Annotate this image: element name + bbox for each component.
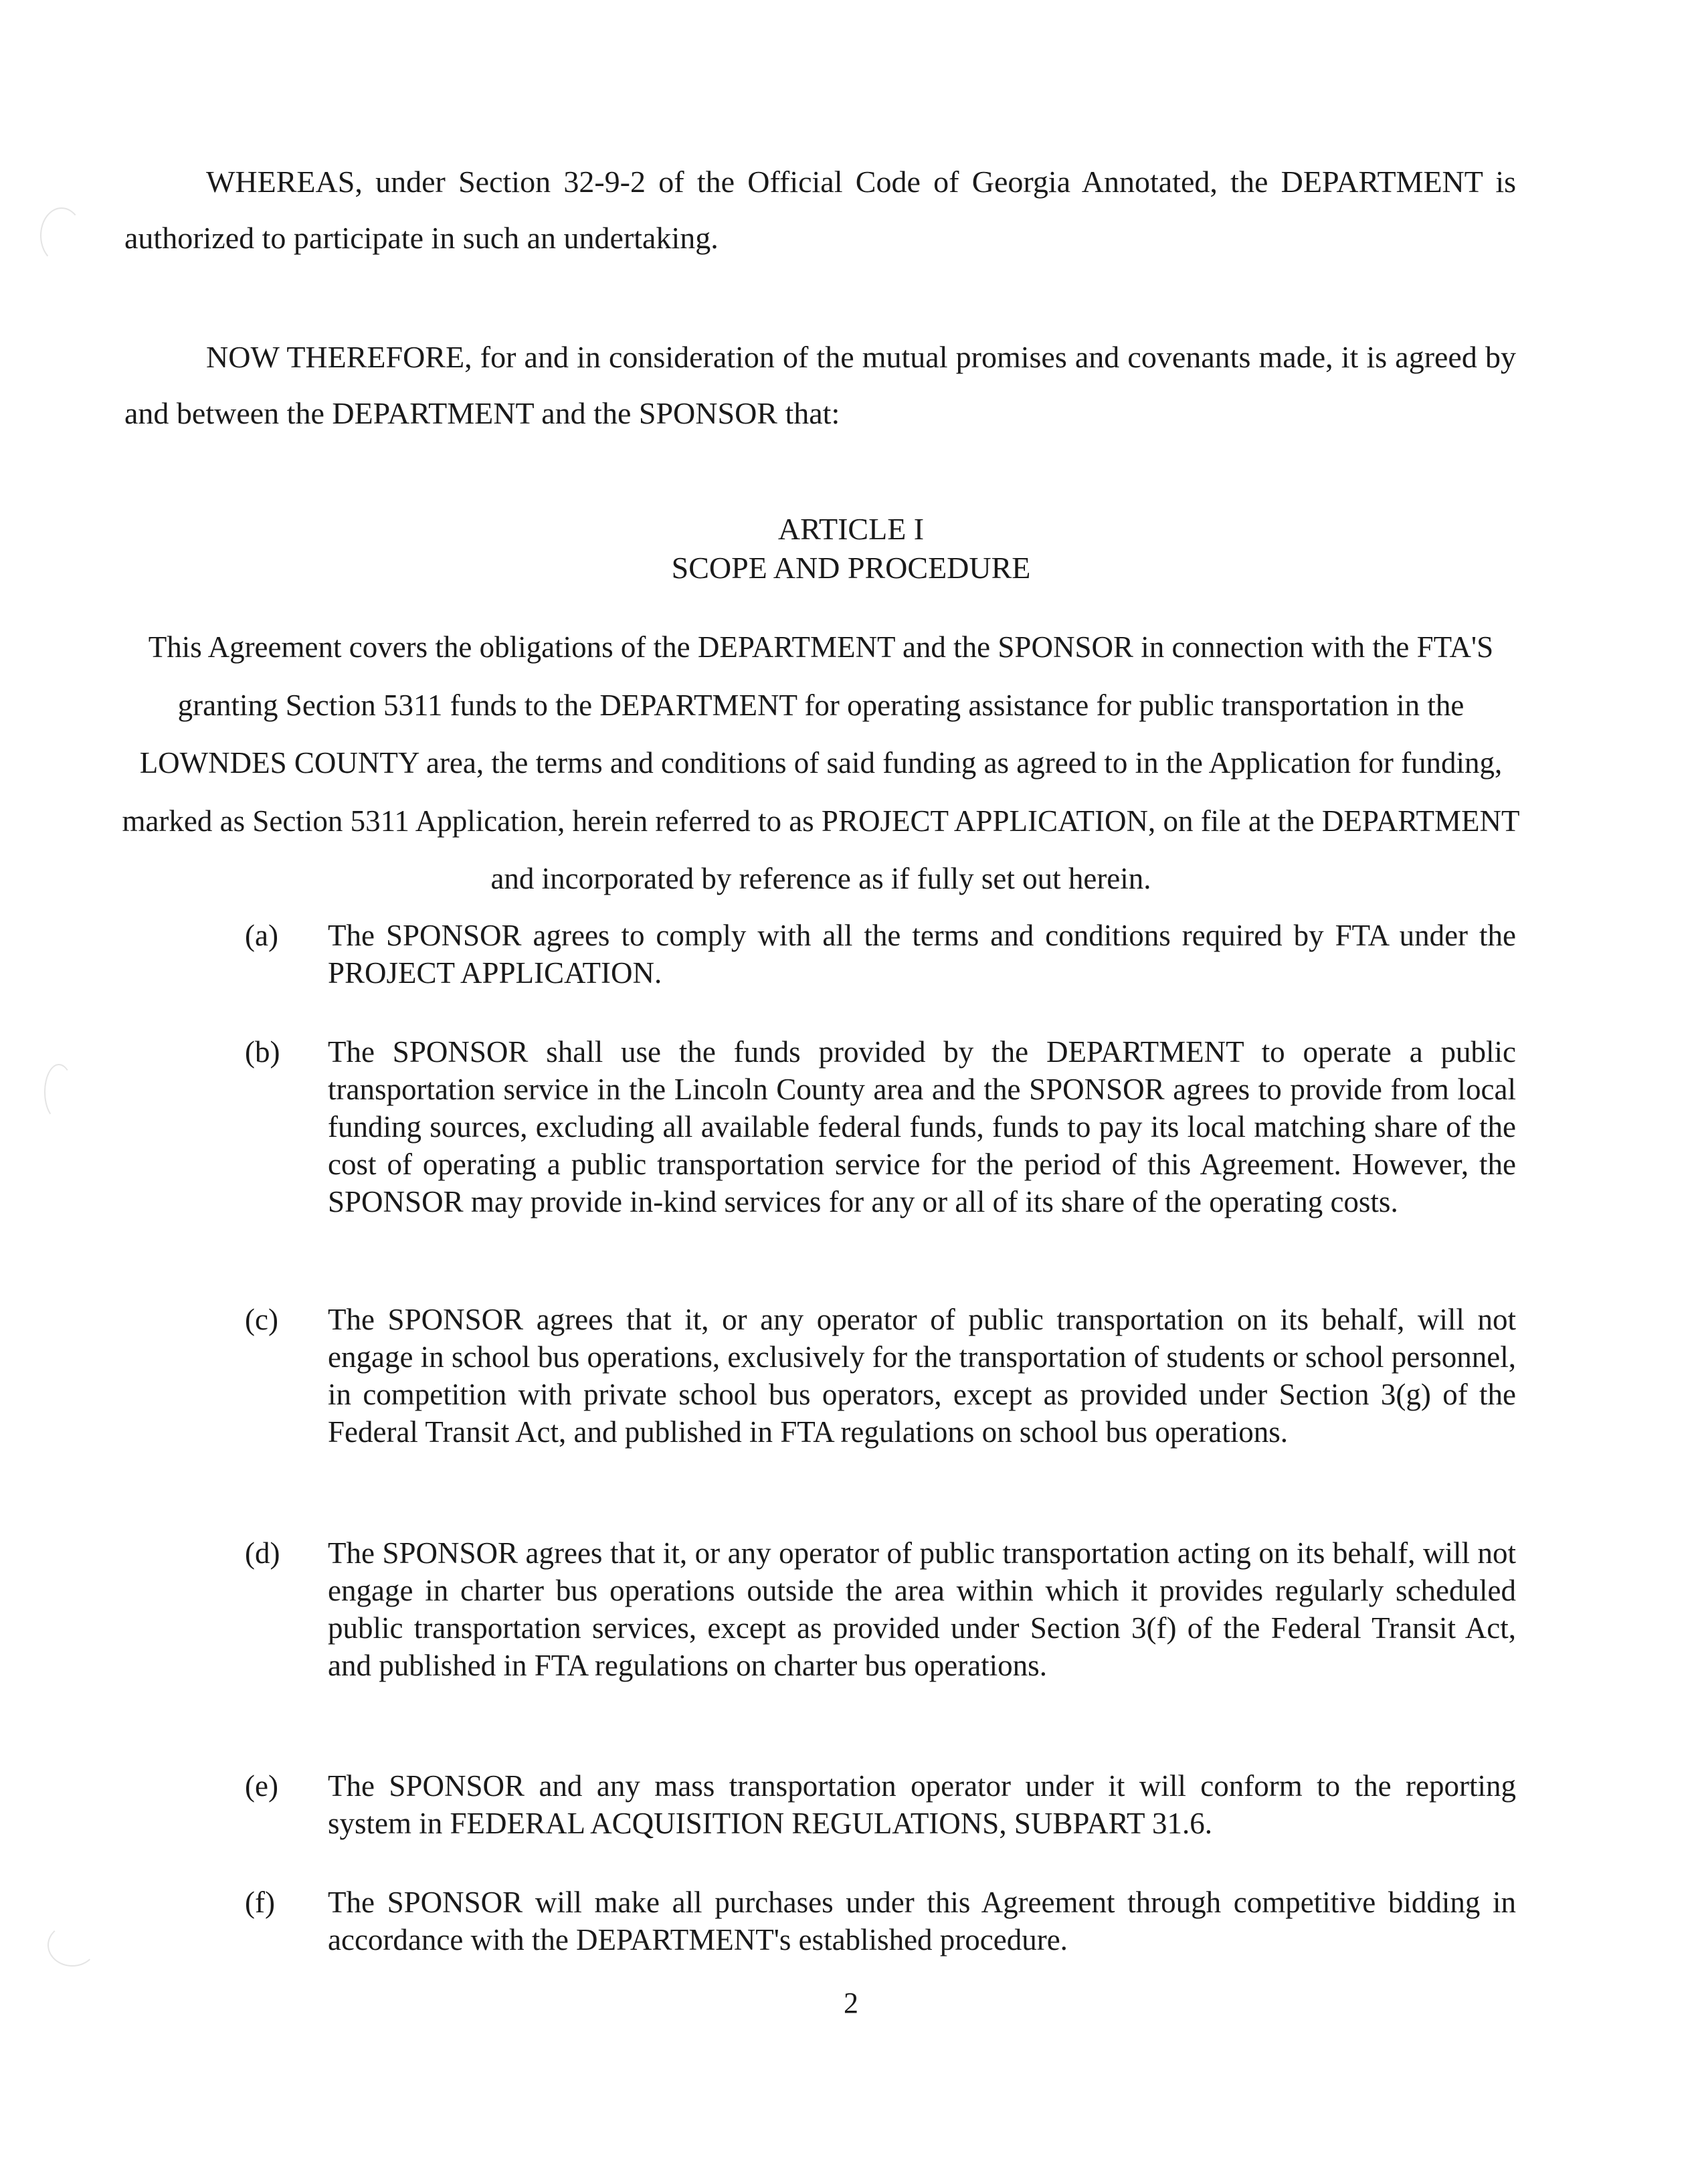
article-title: SCOPE AND PROCEDURE [671, 551, 1031, 585]
item-marker: (b) [245, 1035, 280, 1069]
list-item [245, 1301, 1516, 1451]
item-marker: (d) [245, 1536, 280, 1570]
item-text: The SPONSOR shall use the funds provided by the DEPARTMENT to operate a public transportation service in the Lincoln County area and the SPONSOR agrees to provide from local funding sources, excluding all available federal funds, funds to pay its local matching share of the cost of operating a public transportation service for the period of this Agreement. However, the SPONSOR may provide in-kind services for any or all of its share of the operating costs. [328, 1035, 1516, 1218]
item-marker: (e) [245, 1769, 278, 1803]
list-item [245, 1033, 1516, 1220]
list-item [245, 1534, 1516, 1684]
article-number: ARTICLE I [777, 512, 925, 546]
whereas-paragraph: WHEREAS, under Section 32-9-2 of the Official Code of Georgia Annotated, the DEPARTMENT is authorized to participate in such an undertaking. [124, 165, 1516, 255]
item-marker: (c) [245, 1303, 278, 1336]
item-text: The SPONSOR agrees that it, or any operator of public transportation on its behalf, will not engage in school bus operations, exclusively for the transportation of students or school personnel, in competition with private school bus operators, except as provided under Section 3(g) of the Federal Transit Act, and published in FTA regulations on school bus operations. [328, 1303, 1516, 1449]
list-item [245, 1767, 1516, 1842]
item-marker: (a) [245, 919, 278, 952]
item-text: The SPONSOR and any mass transportation operator under it will conform to the reporting system in FEDERAL ACQUISITION REGULATIONS, SUBPART 31.6. [328, 1769, 1516, 1840]
item-text: The SPONSOR will make all purchases under this Agreement through competitive bidding in accordance with the DEPARTMENT's established procedure. [328, 1886, 1516, 1956]
item-text: The SPONSOR agrees that it, or any operator of public transportation acting on its behalf, will not engage in charter bus operations outside the area within which it provides regularly scheduled public transportation services, except as provided under Section 3(f) of the Federal Transit Act, and published in FTA regulations on charter bus operations. [328, 1536, 1516, 1682]
list-item [245, 917, 1516, 992]
page-number: 2 [844, 1987, 858, 2019]
scan-margin-mark [44, 1064, 74, 1120]
scan-margin-mark [40, 207, 83, 264]
list-item [245, 1884, 1516, 1959]
now-therefore-paragraph: NOW THEREFORE, for and in consideration of the mutual promises and covenants made, it is agreed by and between the DEPARTMENT and the SPONSOR that: [124, 340, 1516, 430]
scope-paragraph: This Agreement covers the obligations of the DEPARTMENT and the SPONSOR in connection with the FTA'S granting Section 5311 funds to the DEPARTMENT for operating assistance for public transportation in the LOWNDES COUNTY area, the terms and conditions of said funding as agreed to in the Application for funding, marked as Section 5311 Application, herein referred to as PROJECT APPLICATION, on file at the DEPARTMENT and incorporated by reference as if fully set out herein. [122, 630, 1520, 895]
scan-margin-mark [48, 1924, 97, 1967]
item-marker: (f) [245, 1886, 275, 1919]
item-text: The SPONSOR agrees to comply with all the terms and conditions required by FTA under the PROJECT APPLICATION. [328, 919, 1516, 990]
